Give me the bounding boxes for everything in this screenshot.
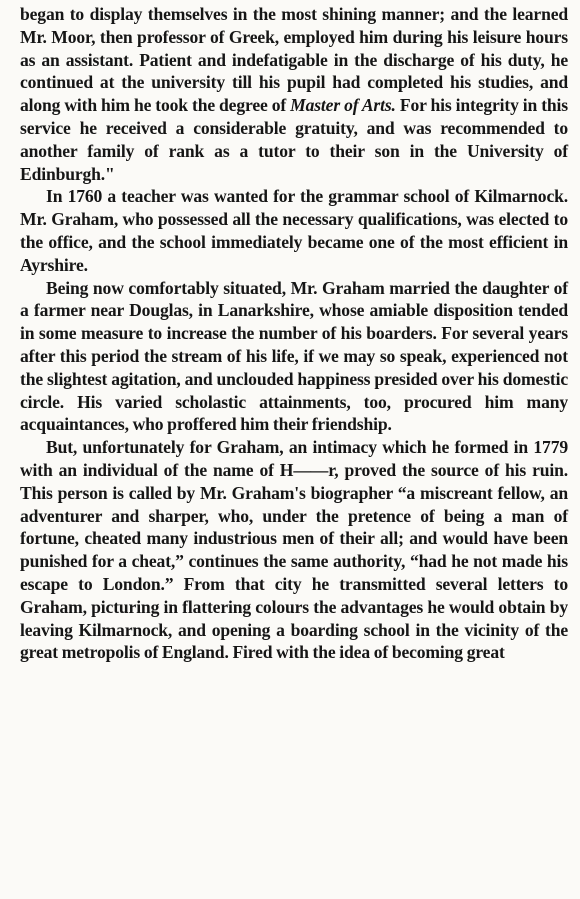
- degree-title-italic: Master of Arts.: [290, 95, 396, 116]
- paragraph-1-text-start: began to display themselves in the most shining manner; and the learned Mr. Moor, then professor of Greek, employed him during his leisure hours as an assistant. Patient and indefatigable in the discharge of his duty, he continued at the university till his pupil had completed his studies, and along with him he took the degree of: [20, 4, 568, 116]
- paragraph-1-text-end: For his integrity in this service he received a considerable gratuity, and was recommended to another family of rank as a tutor to their son in the University of Edinburgh.": [20, 95, 568, 184]
- paragraph-3: Being now comfortably situated, Mr. Graham married the daughter of a farmer near Douglas, in Lanarkshire, whose amiable disposition tended in some measure to increase the number of his boarders. For several years after this period the stream of his life, if we may so speak, experienced not the slightest agitation, and unclouded happiness presided over his domestic circle. His varied scholastic attainments, too, procured him many acquaintances, who proffered him their friendship.: [20, 277, 568, 435]
- paragraph-1: [20, 3, 568, 185]
- paragraph-2: In 1760 a teacher was wanted for the grammar school of Kilmarnock. Mr. Graham, who possessed all the necessary qualifications, was elected to the office, and the school immediately became one of the most efficient in Ayrshire.: [20, 186, 568, 275]
- paragraph-4: But, unfortunately for Graham, an intimacy which he formed in 1779 with an individual of the name of H——r, proved the source of his ruin. This person is called by Mr. Graham's biographer “a miscreant fellow, an adventurer and sharper, who, under the pretence of being a man of fortune, cheated many industrious men of their all; and would have been punished for a cheat,” continues the same authority, “had he not made his escape to London.” From that city he transmitted several letters to Graham, picturing in flattering colours the advantages he would obtain by leaving Kilmarnock, and opening a boarding school in the vicinity of the great metropolis of England. Fired with the idea of becoming great: [20, 437, 568, 663]
